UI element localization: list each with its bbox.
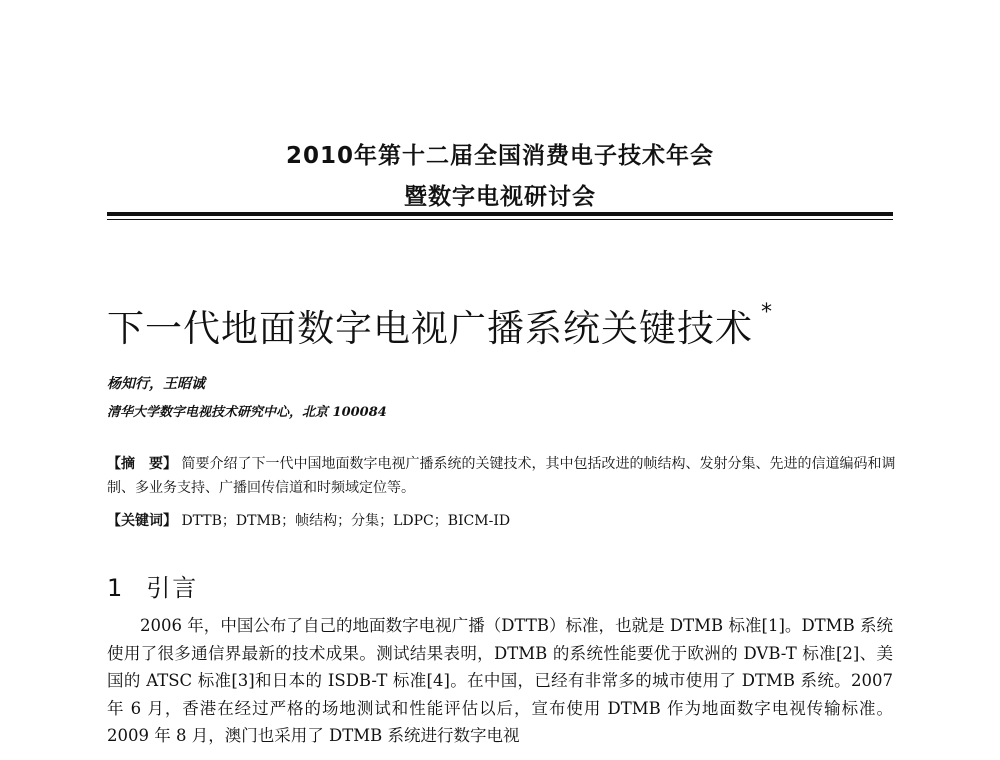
authors: 杨知行，王昭诚 — [107, 376, 205, 392]
section-title: 引言 — [146, 574, 199, 602]
header-rule-thin — [107, 219, 893, 220]
title-footnote-mark: * — [761, 300, 773, 325]
keywords-label: 【关键词】 — [107, 513, 177, 529]
abstract-label: 【摘 要】 — [107, 456, 177, 472]
section-number: 1 — [107, 574, 125, 602]
conference-title-line1: 2010年第十二届全国消费电子技术年会 — [285, 143, 714, 169]
abstract-text: 简要介绍了下一代中国地面数字电视广播系统的关键技术，其中包括改进的帧结构、发射分集、先进的信道编码和调制、多业务支持、广播回传信道和时频域定位等。 — [107, 456, 896, 496]
keywords-text: DTTB；DTMB；帧结构；分集；LDPC；BICM-ID — [181, 513, 511, 529]
affiliation: 清华大学数字电视技术研究中心，北京 100084 — [107, 405, 387, 420]
keywords — [107, 510, 510, 530]
header-rule-thick — [107, 212, 893, 216]
section-heading — [107, 568, 198, 603]
paper-title-text: 下一代地面数字电视广播系统关键技术 — [107, 307, 753, 350]
conference-title-line2: 暨数字电视研讨会 — [404, 184, 596, 210]
paper-title — [107, 298, 773, 352]
abstract — [107, 452, 897, 500]
body-paragraph: 2006 年，中国公布了自己的地面数字电视广播（DTTB）标准，也就是 DTMB 标准[1]。DTMB 系统使用了很多通信界最新的技术成果。测试结果表明，DTMB 的系统性能要优于欧洲的 DVB-T 标准[2]、美国的 ATSC 标准[3]和日本的 ISDB-T 标准[4]。在中国，已经有非常多的城市使用了 DTMB 系统。2007 年 6 月，香港在经过严格的场地测试和性能评估以后，宣布使用 DTMB 作为地面数字电视传输标准。2009 年 8 月，澳门也采用了 DTMB 系统进行数字电视 — [107, 616, 893, 745]
